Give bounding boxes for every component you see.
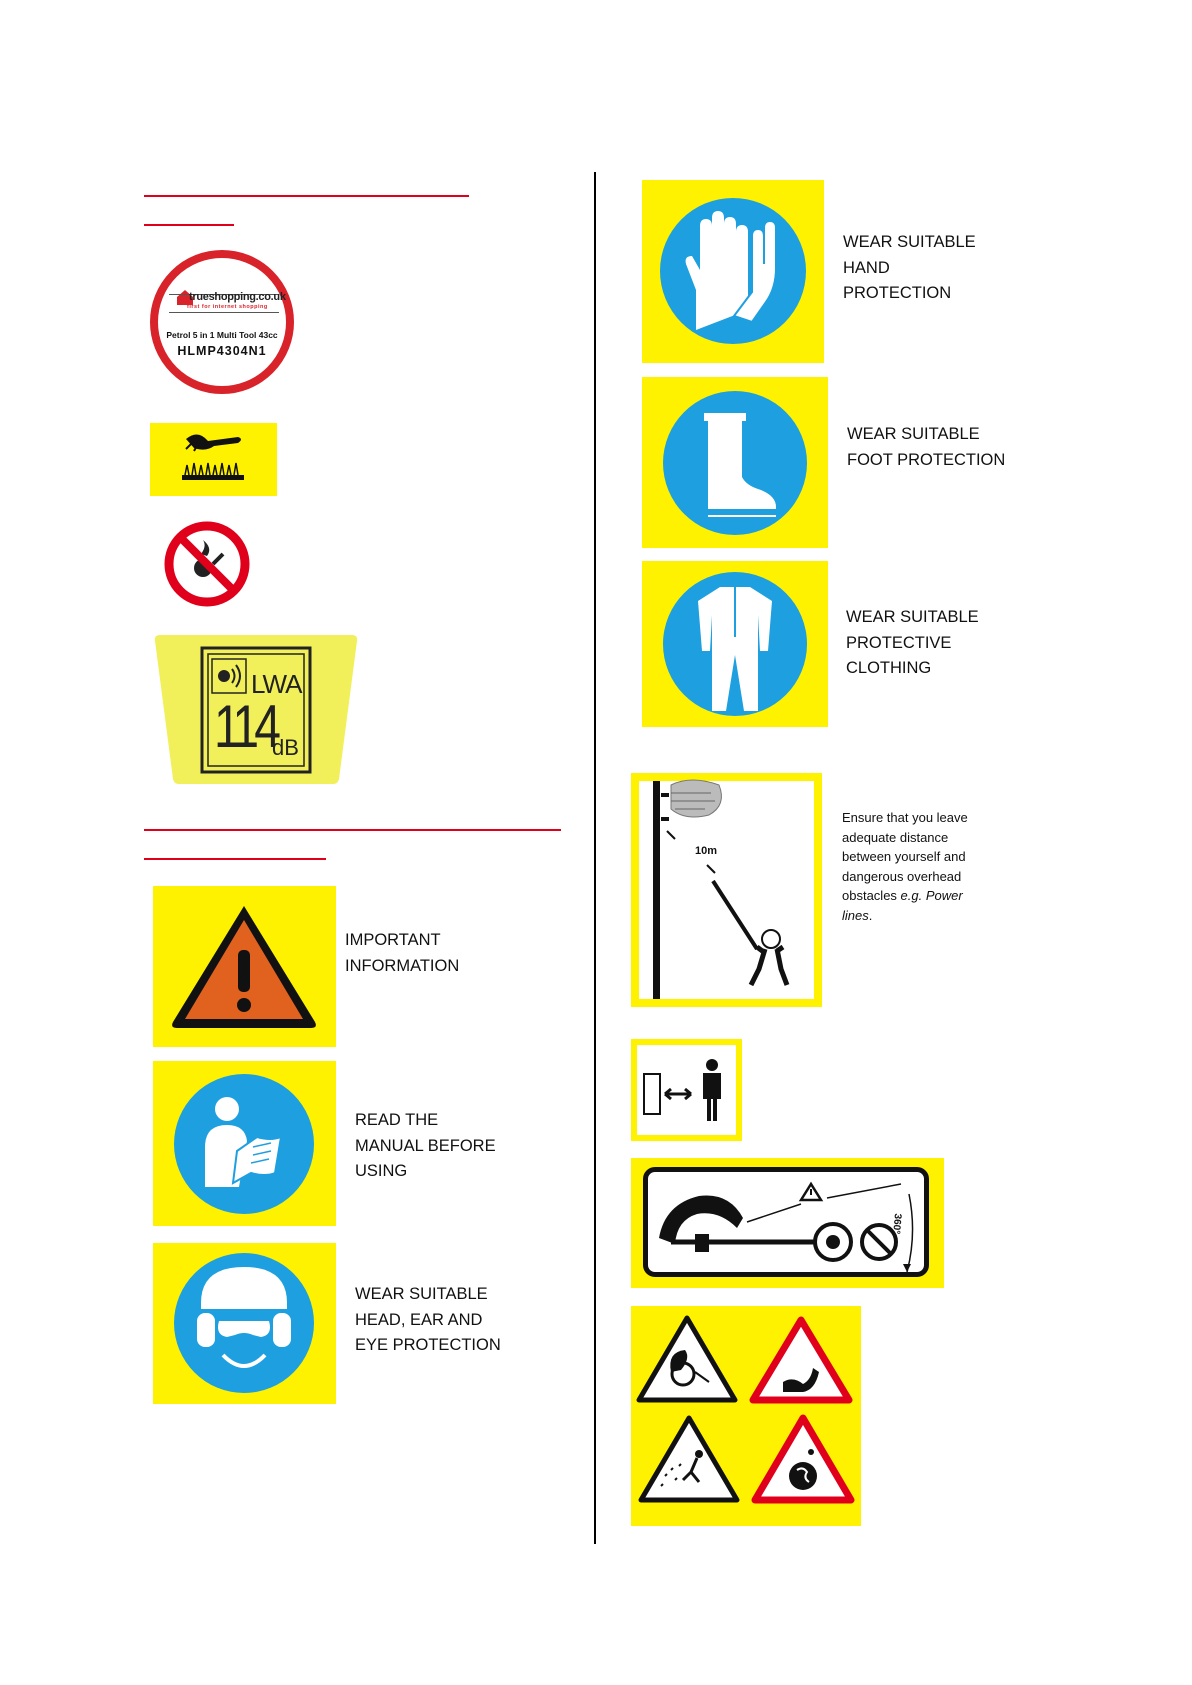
text-fragment-italic: lines [842,907,869,923]
read-manual-sign [153,1061,336,1226]
boot-icon [642,377,828,548]
label-line: MANUAL BEFORE [355,1136,496,1155]
rotation-angle: 360° [890,1213,903,1235]
no-flame-icon [163,520,251,608]
label-line: INFORMATION [345,956,460,975]
no-open-flame-sign [163,520,251,608]
label-line: FOOT PROTECTION [847,450,1006,469]
warning-triangle-icon [153,886,336,1047]
label-line: IMPORTANT [345,931,441,949]
sound-unit: dB [272,735,299,760]
heading-rule-1b [144,224,234,226]
heading-rule-2a [144,829,561,831]
keep-distance-icon [631,1039,742,1141]
text-fragment: obstacles [842,888,901,903]
text-line: adequate distance [842,829,949,845]
badge-tagline: first for internet shopping [187,304,268,310]
label-line: PROTECTION [843,284,952,302]
protective-clothing-label [846,605,979,682]
important-info-label [345,928,459,979]
badge-product: Petrol 5 in 1 Multi Tool 43cc [166,330,278,340]
text-line: Ensure that you leave [842,810,968,825]
gloves-icon [642,180,824,363]
label-line: HAND [843,258,890,277]
text-line [842,886,968,906]
label-line: WEAR SUITABLE [843,233,976,251]
read-manual-label [355,1108,496,1185]
column-divider [594,172,596,1544]
label-line: WEAR SUITABLE [847,425,980,443]
overall-icon [642,561,828,727]
heading-rule-1a [144,195,469,197]
label-line: READ THE [355,1111,439,1129]
head-protection-sign [153,1243,336,1404]
head-protection-icon [153,1243,336,1404]
text-line: between yourself and [842,849,966,864]
product-badge [149,249,295,395]
rotation-hazard-label [631,1158,944,1288]
overhead-distance-sign [631,773,822,1007]
sound-level: 114 [214,693,277,760]
overhead-text [842,808,968,925]
protective-clothing-sign [642,561,828,727]
text-line [842,906,968,926]
text-line: dangerous overhead [842,868,962,884]
label-line: HEAD, EAR AND [355,1310,483,1329]
text-fragment: . [868,907,873,923]
heading-rule-2b [144,858,326,860]
sound-power-label [152,631,360,786]
hand-protection-sign [642,180,824,363]
important-info-sign [153,886,336,1047]
label-line: WEAR SUITABLE [355,1285,488,1303]
sound-symbol: LWA [251,669,302,699]
label-line: USING [355,1162,408,1180]
label-line: CLOTHING [846,659,932,677]
warning-triangles-icon [631,1306,861,1526]
label-line: PROTECTIVE [846,633,952,652]
foot-protection-label [847,422,1005,473]
hot-surface-sign [150,423,277,496]
badge-brand: trueshopping.co.uk [189,291,286,303]
foot-protection-sign [642,377,828,548]
hand-protection-label [843,230,976,307]
text-fragment-italic: e.g. Power [900,888,963,903]
overhead-lines-icon [631,773,822,1007]
label-line: EYE PROTECTION [355,1336,501,1354]
badge-model: HLMP4304N1 [177,344,267,358]
warning-triangles-sign [631,1306,861,1526]
overhead-distance: 10m [695,845,718,857]
label-line: WEAR SUITABLE [846,608,979,626]
keep-distance-sign [631,1039,742,1141]
hot-surface-icon [150,423,277,496]
read-manual-icon [153,1061,336,1226]
head-protection-label [355,1282,501,1359]
